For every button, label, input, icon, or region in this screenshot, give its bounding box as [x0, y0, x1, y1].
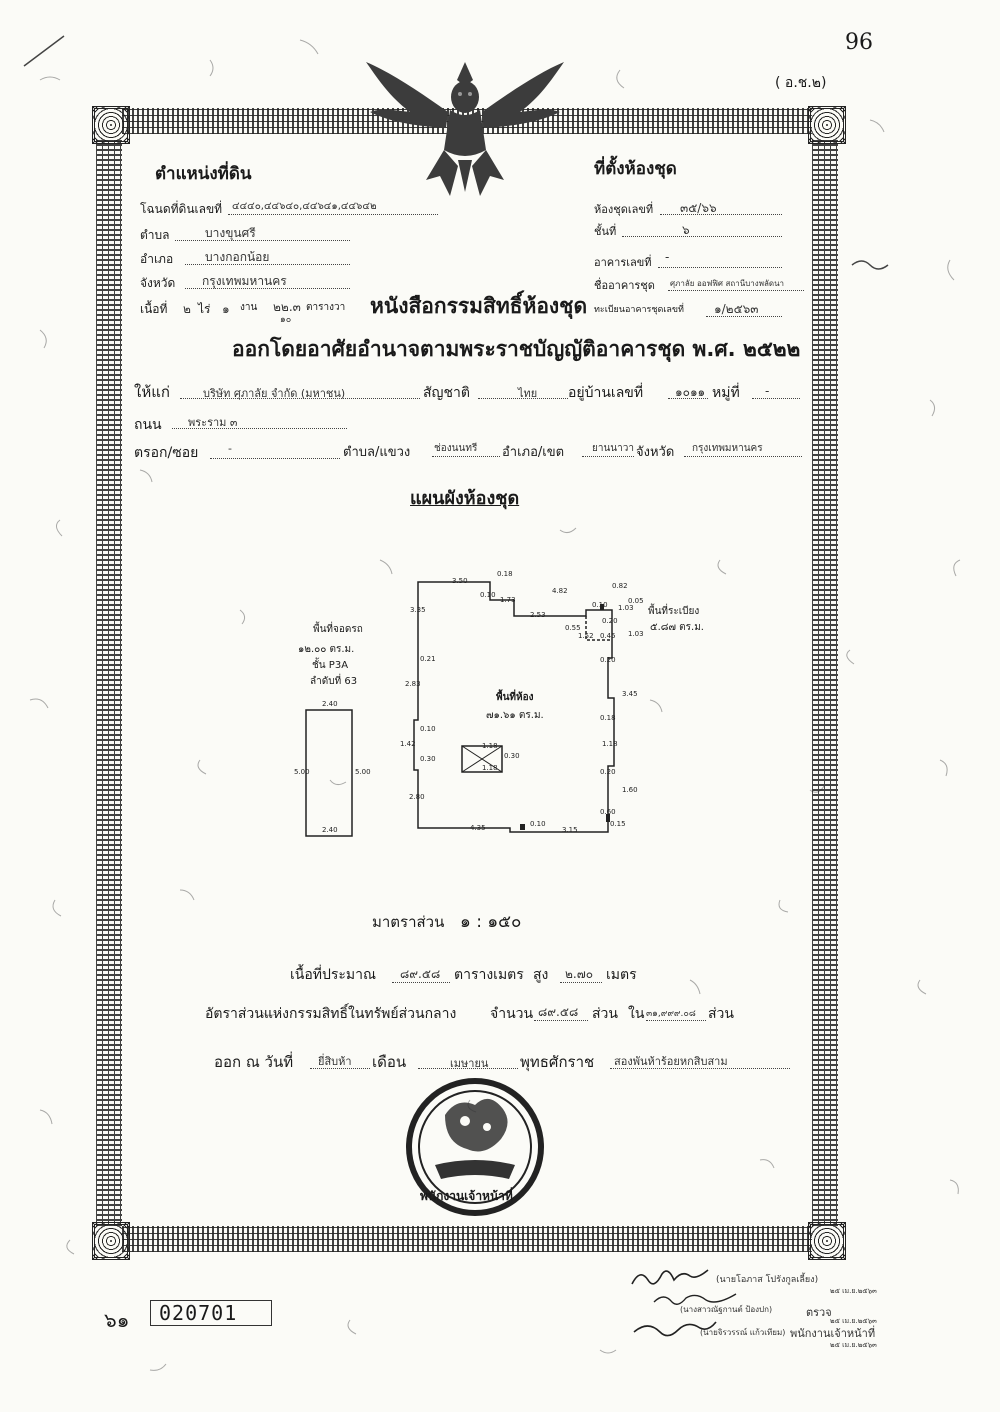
- dim-right-c: 0.18: [600, 714, 616, 722]
- unit-outline: [414, 582, 614, 832]
- dim-left-d: 0.10: [420, 725, 436, 733]
- dim-top-a: 3.50: [452, 577, 468, 585]
- margin-mark-left: [20, 30, 70, 70]
- issued-date-label: ออก ณ วันที่: [214, 1053, 294, 1071]
- owner-province-label: จังหวัด: [636, 445, 675, 460]
- margin-mark-right: [850, 255, 890, 275]
- condo-name-label: ชื่ออาคารชุด: [594, 279, 655, 292]
- province-value: กรุงเทพมหานคร: [202, 274, 287, 288]
- dim-top-d: 1.73: [500, 596, 516, 604]
- dim-parking-top: 2.40: [322, 700, 338, 708]
- condo-reg-label: ทะเบียนอาคารชุดเลขที่: [594, 305, 684, 315]
- dim-right-a: 0.20: [600, 656, 616, 664]
- official-3-role: พนักงานเจ้าหน้าที่: [790, 1327, 876, 1340]
- subdistrict-value: บางขุนศรี: [205, 226, 256, 240]
- form-code: ( อ.ช.๒): [775, 75, 827, 91]
- area-wa-fraction: ๑๐: [280, 315, 292, 325]
- dim-left-a: 3.35: [410, 606, 426, 614]
- dim-top-k: 0.82: [612, 582, 628, 590]
- scale-value: ๑ : ๑๕๐: [460, 912, 522, 932]
- room-label: พื้นที่ห้อง: [496, 692, 534, 703]
- serial-number: 020701: [159, 1301, 238, 1325]
- dim-bottom-c: 3.15: [562, 826, 578, 834]
- soi-value: -: [228, 442, 232, 455]
- approx-area-value: ๘๙.๕๘: [400, 967, 441, 981]
- dim-top-h: 0.10: [592, 601, 608, 609]
- area-label: เนื้อที่: [140, 302, 168, 316]
- area-ngan-label: งาน: [240, 302, 258, 313]
- area-wa-label: ตารางวา: [306, 302, 346, 313]
- unit-no-label: ห้องชุดเลขที่: [594, 203, 654, 216]
- dim-left-f: 0.30: [420, 755, 436, 763]
- unit-location-heading: ที่ตั้งห้องชุด: [594, 159, 677, 179]
- common-share-amount-value: ๘๙.๕๘: [538, 1005, 579, 1019]
- soi-label: ตรอก/ซอย: [134, 445, 199, 461]
- serial-number-box: [150, 1300, 272, 1326]
- road-label: ถนน: [134, 417, 162, 433]
- dim-top-n: 1.52: [578, 632, 594, 640]
- deed-no-label: โฉนดที่ดินเลขที่: [140, 202, 223, 216]
- nationality-value: ไทย: [518, 387, 538, 400]
- border-corner-bl: [92, 1222, 130, 1260]
- province-label: จังหวัด: [140, 276, 176, 290]
- common-share-label: อัตราส่วนแห่งกรรมสิทธิ์ในทรัพย์ส่วนกลาง: [205, 1006, 457, 1022]
- area-rai-label: ไร่: [198, 302, 211, 316]
- owner-to-label: ให้แก่: [134, 383, 170, 401]
- moo-label: หมู่ที่: [712, 385, 740, 401]
- official-2-role: ตรวจ: [806, 1306, 832, 1319]
- serial-prefix: ๖๑: [104, 1308, 130, 1332]
- official-3-date: ๒๕ เม.ย.๒๕๖๓: [830, 1341, 877, 1349]
- owner-to-value: บริษัท ศุภาลัย จำกัด (มหาชน): [203, 387, 346, 400]
- issued-year: สองพันห้าร้อยหกสิบสาม: [614, 1055, 728, 1068]
- house-no-label: อยู่บ้านเลขที่: [568, 385, 644, 401]
- dim-top-f: 2.53: [530, 611, 546, 619]
- document-subtitle: ออกโดยอาศัยอำนาจตามพระราชบัญญัติอาคารชุด พ.ศ. ๒๕๒๒: [232, 337, 801, 361]
- floor-value: ๖: [682, 223, 690, 237]
- scale-label: มาตราส่วน: [372, 913, 445, 931]
- dim-top-c: 0.10: [480, 591, 496, 599]
- subdistrict-label: ตำบล: [140, 228, 170, 242]
- dim-top-i: 0.05: [628, 597, 644, 605]
- issued-month-label: เดือน: [372, 1053, 407, 1071]
- road-value: พระราม ๓: [188, 416, 238, 429]
- dim-column-b: 1.18: [482, 764, 498, 772]
- approx-area-label: เนื้อที่ประมาณ: [290, 967, 376, 983]
- room-area: ๗๑.๖๑ ตร.ม.: [486, 710, 544, 721]
- border-corner-tl: [92, 106, 130, 144]
- height-label: สูง: [533, 967, 549, 983]
- dim-top-g: 0.55: [565, 624, 581, 632]
- issued-year-label: พุทธศักราช: [520, 1053, 595, 1071]
- dim-left-g: 2.80: [409, 793, 425, 801]
- dim-top-b: 0.18: [497, 570, 513, 578]
- page-number: 96: [845, 30, 873, 55]
- dim-column-a: 1.18: [482, 742, 498, 750]
- nationality-label: สัญชาติ: [423, 385, 470, 401]
- dim-parking-left: 5.00: [294, 768, 310, 776]
- border-corner-br: [808, 1222, 846, 1260]
- height-unit: เมตร: [606, 967, 637, 983]
- parking-order: ลำดับที่ 63: [310, 676, 358, 687]
- issued-day: ยี่สิบห้า: [318, 1055, 352, 1068]
- official-1-name: (นายโอภาส โปรังกูลเลี้ยง): [716, 1275, 819, 1285]
- parking-space-outline: [306, 710, 352, 836]
- dim-left-b: 0.21: [420, 655, 436, 663]
- balcony-label: พื้นที่ระเบียง: [648, 606, 700, 617]
- dim-top-e: 4.82: [552, 587, 568, 595]
- border-left: [96, 140, 122, 1226]
- dim-right-b: 3.45: [622, 690, 638, 698]
- moo-value: -: [765, 384, 770, 398]
- unit-no-value: ๓๕/๖๖: [680, 201, 717, 215]
- common-share-unit-label: ส่วน: [592, 1006, 618, 1022]
- parking-floor: ชั้น P3A: [312, 660, 349, 671]
- dim-column-c: 0.30: [504, 752, 520, 760]
- building-value: -: [665, 250, 670, 264]
- dim-left-c: 2.83: [405, 680, 421, 688]
- balcony-area: ๕.๘๗ ตร.ม.: [650, 622, 704, 633]
- parking-area: ๑๒.๐๐ ตร.ม.: [298, 644, 355, 655]
- document-title: หนังสือกรรมสิทธิ์ห้องชุด: [370, 294, 588, 318]
- approx-area-unit: ตารางเมตร: [454, 967, 524, 983]
- deed-no-value: ๔๔๔๐,๔๔๖๔๐,๔๔๖๔๑,๔๔๖๔๒: [232, 201, 377, 212]
- dim-left-e: 1.42: [400, 740, 416, 748]
- common-share-total-unit: ส่วน: [708, 1006, 734, 1022]
- area-rai: ๒: [183, 302, 191, 316]
- dim-parking-bottom: 2.40: [322, 826, 338, 834]
- issued-month: เมษายน: [450, 1057, 489, 1070]
- dim-right-f: 1.60: [622, 786, 638, 794]
- common-share-total-value: ๓๑,๙๙๙.๐๘: [646, 1009, 696, 1019]
- official-1-date: ๒๕ เม.ย.๒๕๖๓: [830, 1287, 877, 1295]
- land-location-heading: ตำแหน่งที่ดิน: [155, 164, 252, 184]
- district-value: บางกอกน้อย: [205, 250, 270, 264]
- official-2-date: ๒๕ เม.ย.๒๕๖๓: [830, 1317, 877, 1325]
- official-2-name-text: (นางสาวณัฐกานต์ ป้องปก): [680, 1305, 773, 1314]
- dim-bottom-a: 4.35: [470, 824, 486, 832]
- dim-top-o: 1.03: [628, 630, 644, 638]
- border-corner-tr: [808, 106, 846, 144]
- border-right: [812, 140, 838, 1226]
- dim-parking-right: 5.00: [355, 768, 371, 776]
- dim-right-h: 0.15: [610, 820, 626, 828]
- owner-province-value: กรุงเทพมหานคร: [692, 443, 763, 454]
- owner-subdistrict-value: ช่องนนทรี: [434, 443, 478, 454]
- common-share-in-label: ใน: [628, 1006, 645, 1022]
- parking-label: พื้นที่จอดรถ: [313, 624, 363, 635]
- height-value: ๒.๗๐: [565, 967, 594, 981]
- owner-district-value: ยานนาวา: [592, 443, 634, 454]
- dim-bottom-b: 0.10: [530, 820, 546, 828]
- house-no-value: ๑๐๑๑: [675, 385, 706, 399]
- district-label: อำเภอ: [140, 252, 174, 266]
- area-ngan: ๑: [222, 302, 230, 316]
- dim-right-e: 0.20: [600, 768, 616, 776]
- area-wa: ๒๒.๓: [273, 300, 301, 314]
- dim-top-m: 0.45: [600, 632, 616, 640]
- garuda-emblem: [360, 52, 570, 202]
- plan-title: แผนผังห้องชุด: [410, 488, 520, 509]
- dim-top-l: 0.20: [602, 617, 618, 625]
- floor-label: ชั้นที่: [594, 225, 617, 238]
- floor-plan-drawing: [290, 570, 650, 850]
- owner-subdistrict-label: ตำบล/แขวง: [343, 445, 411, 460]
- seal-caption: พนักงานเจ้าหน้าที่: [420, 1189, 513, 1203]
- condo-reg-value: ๑/๒๕๖๓: [714, 302, 759, 316]
- common-share-amount-label: จำนวน: [490, 1006, 534, 1022]
- dim-right-d: 1.18: [602, 740, 618, 748]
- dim-right-g: 0.60: [600, 808, 616, 816]
- condo-name-value: ศุภาลัย ออฟฟิศ สถานีบางพลัดนา: [670, 279, 785, 288]
- border-bottom: [122, 1226, 812, 1252]
- official-3-name: (นายจิรวรรณ์ แก้วเทียม): [700, 1328, 786, 1337]
- owner-district-label: อำเภอ/เขต: [502, 445, 565, 460]
- building-label: อาคารเลขที่: [594, 256, 652, 269]
- dim-top-j: 1.03: [618, 604, 634, 612]
